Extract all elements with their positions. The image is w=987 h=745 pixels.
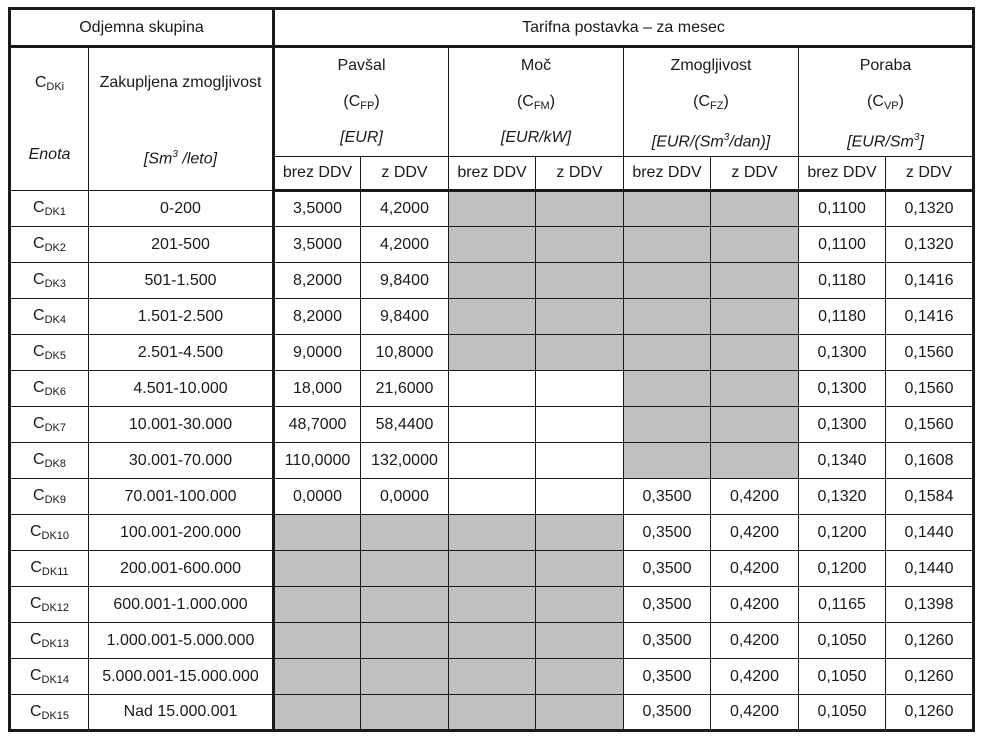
group-code: $C_{DK3}$ [10, 263, 89, 299]
value-cell: 0,3500 [624, 515, 711, 551]
section-poraba: Poraba $(C_{VP})$ [EUR/Sm$^3$] [799, 47, 974, 157]
shaded-cell [624, 335, 711, 371]
value-cell [536, 371, 624, 407]
table-row [10, 515, 974, 551]
shaded-cell [274, 515, 361, 551]
value-cell: 0,0000 [361, 479, 449, 515]
shaded-cell [449, 587, 536, 623]
header-row-2 [10, 47, 974, 157]
value-cell: 8,2000 [274, 299, 361, 335]
value-cell: 0,1260 [886, 623, 974, 659]
value-cell: 0,1300 [799, 407, 886, 443]
value-cell: 9,8400 [361, 263, 449, 299]
shaded-cell [711, 335, 799, 371]
cdk-label: $C_{DKi}$ [34, 74, 65, 93]
shaded-cell [449, 299, 536, 335]
value-cell: 0,4200 [711, 515, 799, 551]
capacity-range: 30.001-70.000 [89, 443, 274, 479]
group-code: $C_{DK5}$ [10, 335, 89, 371]
section-pavsal: Pavšal $(C_{FP})$ [EUR] [274, 47, 449, 157]
shaded-cell [449, 659, 536, 695]
value-cell: 4,2000 [361, 227, 449, 263]
capacity-label: Zakupljena zmogljivost [99, 74, 262, 91]
value-cell: 0,1200 [799, 515, 886, 551]
group-code: $C_{DK14}$ [10, 659, 89, 695]
value-cell: 10,8000 [361, 335, 449, 371]
value-cell: 0,1440 [886, 551, 974, 587]
value-cell: 0,1416 [886, 263, 974, 299]
vat-col-header: brez DDV [274, 157, 361, 191]
shaded-cell [711, 191, 799, 227]
value-cell [536, 479, 624, 515]
value-cell: 8,2000 [274, 263, 361, 299]
value-cell: 0,1050 [799, 695, 886, 731]
capacity-range: 201-500 [89, 227, 274, 263]
table-row [10, 479, 974, 515]
shaded-cell [624, 227, 711, 263]
group-code: $C_{DK9}$ [10, 479, 89, 515]
value-cell: 0,1398 [886, 587, 974, 623]
shaded-cell [449, 515, 536, 551]
shaded-cell [536, 659, 624, 695]
unit-label: Enota [28, 146, 71, 163]
group-code: $C_{DK2}$ [10, 227, 89, 263]
capacity-unit: [Sm$^3$ /leto] [143, 149, 218, 168]
value-cell: 110,0000 [274, 443, 361, 479]
capacity-range: 2.501-4.500 [89, 335, 274, 371]
shaded-cell [624, 371, 711, 407]
table-row [10, 551, 974, 587]
value-cell: 0,1608 [886, 443, 974, 479]
group-code: $C_{DK15}$ [10, 695, 89, 731]
value-cell: 0,1560 [886, 335, 974, 371]
shaded-cell [711, 371, 799, 407]
shaded-cell [449, 263, 536, 299]
table-row [10, 695, 974, 731]
value-cell: 9,8400 [361, 299, 449, 335]
capacity-range: 200.001-600.000 [89, 551, 274, 587]
capacity-range: 70.001-100.000 [89, 479, 274, 515]
section-moc: Moč $(C_{FM})$ [EUR/kW] [449, 47, 624, 157]
capacity-range: 0-200 [89, 191, 274, 227]
shaded-cell [274, 587, 361, 623]
vat-col-header: z DDV [536, 157, 624, 191]
shaded-cell [449, 623, 536, 659]
table-row [10, 371, 974, 407]
tariff-header: Tarifna postavka – za mesec [274, 9, 974, 47]
capacity-range: 10.001-30.000 [89, 407, 274, 443]
value-cell: 0,1320 [886, 227, 974, 263]
value-cell [449, 443, 536, 479]
shaded-cell [361, 551, 449, 587]
shaded-cell [624, 407, 711, 443]
value-cell: 3,5000 [274, 227, 361, 263]
shaded-cell [711, 227, 799, 263]
shaded-cell [449, 191, 536, 227]
value-cell: 0,3500 [624, 551, 711, 587]
shaded-cell [449, 551, 536, 587]
group-code: $C_{DK12}$ [10, 587, 89, 623]
shaded-cell [449, 695, 536, 731]
value-cell: 0,3500 [624, 623, 711, 659]
value-cell [449, 407, 536, 443]
shaded-cell [536, 335, 624, 371]
value-cell: 0,1260 [886, 659, 974, 695]
shaded-cell [536, 623, 624, 659]
shaded-cell [624, 191, 711, 227]
table-body [10, 191, 974, 731]
shaded-cell [361, 515, 449, 551]
group-code: $C_{DK7}$ [10, 407, 89, 443]
value-cell: 0,4200 [711, 479, 799, 515]
value-cell: 0,1180 [799, 299, 886, 335]
value-cell: 0,3500 [624, 587, 711, 623]
value-cell: 0,1050 [799, 659, 886, 695]
group-code: $C_{DK6}$ [10, 371, 89, 407]
value-cell: 0,1165 [799, 587, 886, 623]
value-cell: 0,1440 [886, 515, 974, 551]
shaded-cell [536, 587, 624, 623]
shaded-cell [711, 443, 799, 479]
value-cell: 0,1340 [799, 443, 886, 479]
group-code: $C_{DK8}$ [10, 443, 89, 479]
value-cell: 0,1100 [799, 227, 886, 263]
header-row-1 [10, 9, 974, 47]
value-cell: 0,1320 [886, 191, 974, 227]
shaded-cell [711, 407, 799, 443]
group-code: $C_{DK4}$ [10, 299, 89, 335]
capacity-range: 4.501-10.000 [89, 371, 274, 407]
value-cell [449, 371, 536, 407]
value-cell: 0,4200 [711, 659, 799, 695]
vat-col-header: brez DDV [449, 157, 536, 191]
shaded-cell [361, 659, 449, 695]
value-cell: 3,5000 [274, 191, 361, 227]
value-cell: 0,4200 [711, 551, 799, 587]
table-row [10, 587, 974, 623]
value-cell: 0,1180 [799, 263, 886, 299]
shaded-cell [711, 299, 799, 335]
value-cell: 4,2000 [361, 191, 449, 227]
group-code: $C_{DK10}$ [10, 515, 89, 551]
table-row [10, 623, 974, 659]
shaded-cell [274, 695, 361, 731]
value-cell: 0,1584 [886, 479, 974, 515]
shaded-cell [536, 191, 624, 227]
capacity-range: 100.001-200.000 [89, 515, 274, 551]
value-cell: 0,1560 [886, 407, 974, 443]
value-cell: 0,1260 [886, 695, 974, 731]
shaded-cell [274, 623, 361, 659]
table-row [10, 191, 974, 227]
value-cell: 0,1416 [886, 299, 974, 335]
shaded-cell [536, 551, 624, 587]
value-cell [536, 407, 624, 443]
group-code: $C_{DK1}$ [10, 191, 89, 227]
vat-col-header: z DDV [886, 157, 974, 191]
value-cell: 0,1300 [799, 335, 886, 371]
shaded-cell [361, 695, 449, 731]
group-header: Odjemna skupina [10, 9, 274, 47]
cdk-header [10, 47, 89, 191]
shaded-cell [361, 587, 449, 623]
table-row [10, 443, 974, 479]
shaded-cell [449, 227, 536, 263]
shaded-cell [711, 263, 799, 299]
table-row [10, 659, 974, 695]
shaded-cell [624, 263, 711, 299]
group-code: $C_{DK11}$ [10, 551, 89, 587]
value-cell [536, 443, 624, 479]
value-cell: 0,1100 [799, 191, 886, 227]
capacity-range: 501-1.500 [89, 263, 274, 299]
value-cell: 0,4200 [711, 695, 799, 731]
value-cell: 0,4200 [711, 587, 799, 623]
value-cell: 0,1560 [886, 371, 974, 407]
shaded-cell [536, 515, 624, 551]
table-row [10, 227, 974, 263]
shaded-cell [274, 659, 361, 695]
group-code: $C_{DK13}$ [10, 623, 89, 659]
capacity-range: 1.000.001-5.000.000 [89, 623, 274, 659]
value-cell: 0,3500 [624, 659, 711, 695]
shaded-cell [361, 623, 449, 659]
vat-col-header: z DDV [361, 157, 449, 191]
section-zmogljivost: Zmogljivost $(C_{FZ})$ [EUR/(Sm$^3$/dan)] [624, 47, 799, 157]
shaded-cell [536, 227, 624, 263]
table-row [10, 407, 974, 443]
capacity-range: 600.001-1.000.000 [89, 587, 274, 623]
value-cell: 9,0000 [274, 335, 361, 371]
value-cell: 0,1200 [799, 551, 886, 587]
value-cell [449, 479, 536, 515]
table-row [10, 299, 974, 335]
value-cell: 132,0000 [361, 443, 449, 479]
value-cell: 0,3500 [624, 695, 711, 731]
value-cell: 0,4200 [711, 623, 799, 659]
shaded-cell [536, 299, 624, 335]
value-cell: 21,6000 [361, 371, 449, 407]
value-cell: 48,7000 [274, 407, 361, 443]
value-cell: 0,1050 [799, 623, 886, 659]
capacity-header [89, 47, 274, 191]
vat-col-header: brez DDV [624, 157, 711, 191]
table-row [10, 263, 974, 299]
capacity-range: 1.501-2.500 [89, 299, 274, 335]
table-row [10, 335, 974, 371]
vat-col-header: z DDV [711, 157, 799, 191]
capacity-range: 5.000.001-15.000.000 [89, 659, 274, 695]
value-cell: 0,3500 [624, 479, 711, 515]
value-cell: 0,1300 [799, 371, 886, 407]
shaded-cell [274, 551, 361, 587]
shaded-cell [536, 263, 624, 299]
value-cell: 0,1320 [799, 479, 886, 515]
capacity-range: Nad 15.000.001 [89, 695, 274, 731]
vat-col-header: brez DDV [799, 157, 886, 191]
shaded-cell [624, 299, 711, 335]
value-cell: 0,0000 [274, 479, 361, 515]
value-cell: 18,000 [274, 371, 361, 407]
value-cell: 58,4400 [361, 407, 449, 443]
tariff-table [8, 7, 975, 732]
shaded-cell [536, 695, 624, 731]
shaded-cell [624, 443, 711, 479]
shaded-cell [449, 335, 536, 371]
